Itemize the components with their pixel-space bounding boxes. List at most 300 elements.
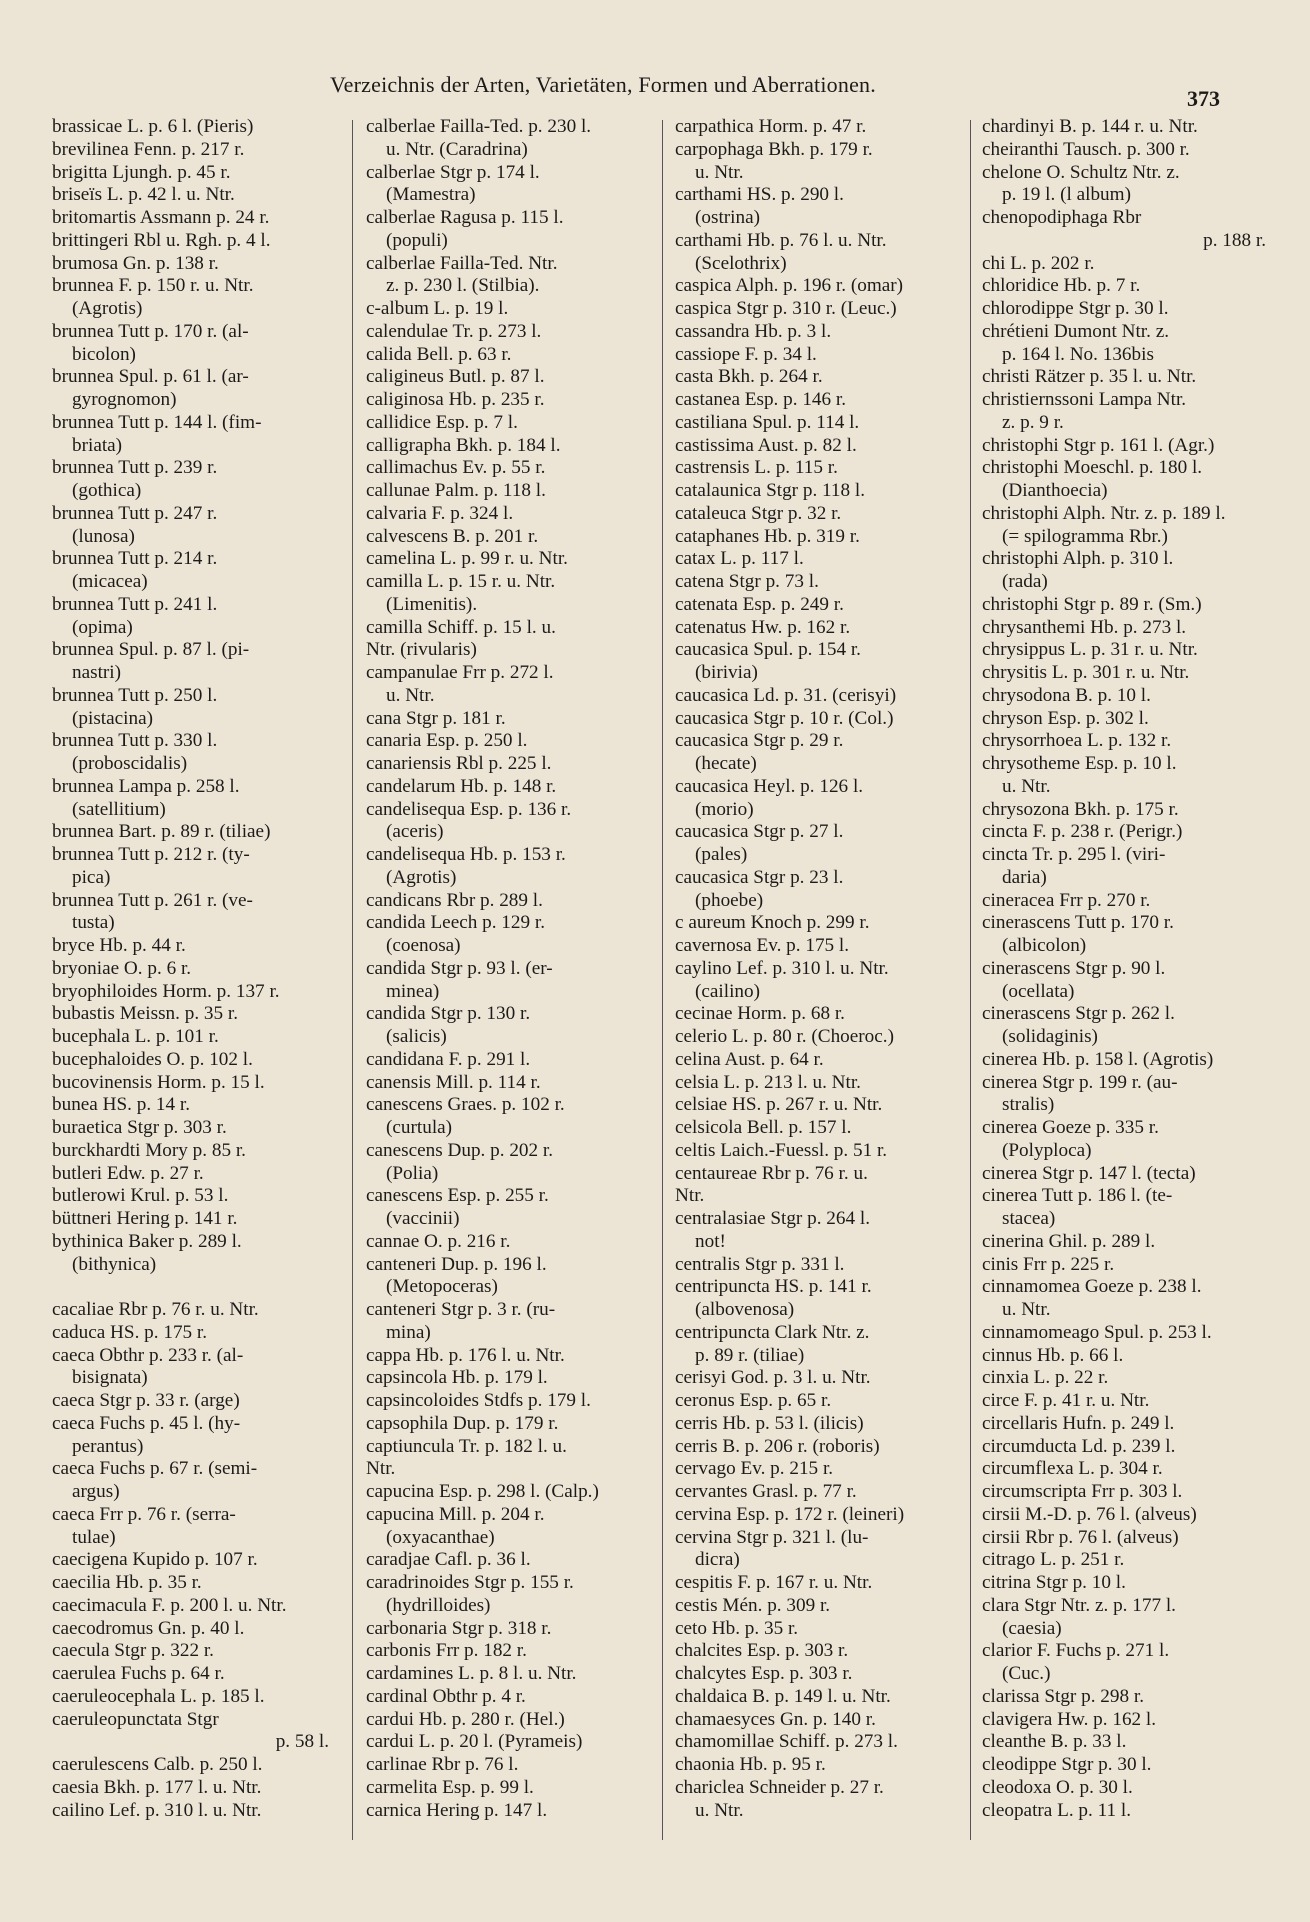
index-entry-line: cincta Tr. p. 295 l. (viri-	[982, 844, 1166, 865]
index-entry-line: (cailino)	[695, 980, 760, 1002]
index-entry-line: Ntr.	[675, 1185, 705, 1207]
index-entry-line: carbonis Frr p. 182 r.	[366, 1640, 527, 1662]
index-entry-line: (lunosa)	[72, 525, 135, 547]
page-number: 373	[1187, 86, 1220, 111]
index-entry-line: bucovinensis Horm. p. 15 l.	[52, 1071, 265, 1093]
index-entry-line: bryophiloides Horm. p. 137 r.	[52, 980, 280, 1002]
index-entry-line: cinerea Stgr p. 147 l. (tecta)	[982, 1162, 1196, 1184]
index-entry-line: caecigena Kupido p. 107 r.	[52, 1549, 258, 1571]
index-entry-line: christophi Alph. p. 310 l.	[982, 548, 1174, 570]
index-entry-line: caduca HS. p. 175 r.	[52, 1321, 208, 1343]
index-entry-line: brunnea Tutt p. 250 l.	[52, 684, 218, 706]
index-entry-line: chalcytes Esp. p. 303 r.	[675, 1663, 853, 1684]
index-entry-line: cacaliae Rbr p. 76 r. u. Ntr.	[52, 1299, 259, 1320]
index-entry-line: (solidaginis)	[1002, 1026, 1098, 1047]
index-entry-line: cervina Esp. p. 172 r. (leineri)	[675, 1503, 905, 1525]
index-entry-line: butleri Edw. p. 27 r.	[52, 1162, 204, 1184]
index-entry-line: brunnea Tutt p. 144 l. (fim-	[52, 411, 262, 433]
index-entry-line: stacea)	[1002, 1208, 1056, 1229]
index-entry-line: bryoniae O. p. 6 r.	[52, 957, 192, 979]
index-entry-line: canescens Graes. p. 102 r.	[366, 1094, 565, 1116]
index-entry-line: p. 188 r.	[1203, 229, 1266, 251]
index-entry-line: (morio)	[695, 798, 754, 820]
index-entry-line: campanulae Frr p. 272 l.	[366, 662, 554, 683]
index-entry-line: (pistacina)	[72, 707, 153, 729]
index-entry-line: caesia Bkh. p. 177 l. u. Ntr.	[52, 1776, 262, 1798]
index-entry-line: cailino Lef. p. 310 l. u. Ntr.	[52, 1799, 262, 1821]
index-entry-line: (curtula)	[386, 1117, 453, 1138]
index-entry-line: calendulae Tr. p. 273 l.	[366, 320, 542, 342]
index-entry-line: cavernosa Ev. p. 175 l.	[675, 935, 850, 956]
index-entry-line: cirsii Rbr p. 76 l. (alveus)	[982, 1526, 1179, 1548]
index-entry-line: christiernssoni Lampa Ntr.	[982, 389, 1187, 410]
index-entry-line: caucasica Heyl. p. 126 l.	[675, 775, 864, 797]
index-entry-line: camelina L. p. 99 r. u. Ntr.	[366, 548, 568, 570]
index-entry-line	[52, 1276, 335, 1299]
index-entry-line: ceto Hb. p. 35 r.	[675, 1617, 799, 1639]
index-entry-line: (= spilogramma Rbr.)	[1002, 525, 1168, 547]
index-entry-line: cardinal Obthr p. 4 r.	[366, 1685, 526, 1707]
index-entry-line: argus)	[72, 1481, 120, 1502]
index-entry-line: circellaris Hufn. p. 249 l.	[982, 1412, 1175, 1434]
index-entry-line: caucasica Ld. p. 31. (cerisyi)	[675, 684, 897, 706]
index-entry-line: bryce Hb. p. 44 r.	[52, 935, 186, 956]
index-entry-line: cinerascens Tutt p. 170 r.	[982, 912, 1174, 934]
index-entry-line: u. Ntr.	[1002, 1299, 1051, 1320]
index-entry-line: christophi Moeschl. p. 180 l.	[982, 457, 1203, 479]
index-entry-line: cinerea Stgr p. 199 r. (au-	[982, 1071, 1178, 1093]
index-entry-line: (Scelothrix)	[695, 252, 787, 274]
index-entry-line: christi Rätzer p. 35 l. u. Ntr.	[982, 366, 1197, 388]
index-entry-line: circumscripta Frr p. 303 l.	[982, 1481, 1183, 1502]
index-entry-line: brunnea F. p. 150 r. u. Ntr.	[52, 275, 254, 297]
index-entry-line: cinnamomea Goeze p. 238 l.	[982, 1276, 1202, 1298]
index-entry-line: celsia L. p. 213 l. u. Ntr.	[675, 1071, 861, 1093]
index-entry-line: canariensis Rbl p. 225 l.	[366, 753, 552, 774]
index-entry-line: cleanthe B. p. 33 l.	[982, 1731, 1127, 1753]
index-entry-line: minea)	[386, 980, 440, 1002]
index-entry-line: caliginosa Hb. p. 235 r.	[366, 389, 545, 410]
index-entry-line: chrétieni Dumont Ntr. z.	[982, 320, 1170, 342]
index-entry-line: candelarum Hb. p. 148 r.	[366, 775, 557, 797]
column-divider	[662, 120, 663, 1840]
index-entry-line: (Agrotis)	[72, 298, 143, 319]
index-entry-line: tulae)	[72, 1526, 116, 1548]
index-entry-line: cappa Hb. p. 176 l. u. Ntr.	[366, 1344, 565, 1366]
index-entry-line: Ntr. (rivularis)	[366, 639, 477, 661]
index-entry-line: centripuncta HS. p. 141 r.	[675, 1276, 872, 1298]
index-entry-line: (proboscidalis)	[72, 753, 188, 774]
index-entry-line: camilla Schiff. p. 15 l. u.	[366, 616, 556, 638]
index-entry-line: carnica Hering p. 147 l.	[366, 1799, 548, 1821]
index-entry-line: z. p. 230 l. (Stilbia).	[386, 275, 540, 297]
index-entry-line: (vaccinii)	[386, 1208, 460, 1229]
index-entry-line: caeca Fuchs p. 45 l. (hy-	[52, 1412, 241, 1434]
index-entry-line: z. p. 9 r.	[1002, 411, 1064, 433]
index-entry-line: chamomillae Schiff. p. 273 l.	[675, 1731, 898, 1753]
index-entry-line: chrysippus L. p. 31 r. u. Ntr.	[982, 639, 1198, 661]
index-entry-line: bucephala L. p. 101 r.	[52, 1026, 219, 1047]
column-divider	[352, 120, 353, 1840]
index-entry-line: calberlae Stgr p. 174 l.	[366, 161, 540, 183]
index-entry-line: calvescens B. p. 201 r.	[366, 525, 539, 547]
index-entry-line: castanea Esp. p. 146 r.	[675, 389, 847, 410]
index-entry-line: not!	[695, 1230, 726, 1252]
index-entry-line: mina)	[386, 1321, 431, 1343]
index-entry-line: bicolon)	[72, 343, 136, 365]
index-entry-line: celina Aust. p. 64 r.	[675, 1048, 824, 1070]
index-entry-line: cana Stgr p. 181 r.	[366, 707, 506, 729]
index-entry-line: caecimacula F. p. 200 l. u. Ntr.	[52, 1594, 287, 1616]
index-entry-line: (Mamestra)	[386, 184, 476, 206]
index-entry-line: cinerea Goeze p. 335 r.	[982, 1117, 1159, 1138]
index-entry-line: (satellitium)	[72, 798, 166, 820]
index-entry-line: cinxia L. p. 22 r.	[982, 1367, 1109, 1389]
index-entry-line: brittingeri Rbl u. Rgh. p. 4 l.	[52, 229, 271, 251]
index-entry-line: cardui L. p. 20 l. (Pyrameis)	[366, 1731, 583, 1753]
index-entry-line: candida Stgr p. 93 l. (er-	[366, 957, 553, 979]
index-entry-line: (rada)	[1002, 571, 1048, 592]
index-entry-line: circumflexa L. p. 304 r.	[982, 1458, 1163, 1480]
index-entry-line: caerulea Fuchs p. 64 r.	[52, 1663, 225, 1684]
index-entry-line: brunnea Spul. p. 87 l. (pi-	[52, 639, 250, 661]
index-entry-line: burckhardti Mory p. 85 r.	[52, 1139, 246, 1161]
index-entry-line: cardamines L. p. 8 l. u. Ntr.	[366, 1663, 577, 1684]
index-entry-line: caecilia Hb. p. 35 r.	[52, 1572, 202, 1593]
index-entry-line: capsincoloides Stdfs p. 179 l.	[366, 1390, 591, 1411]
index-entry-line: centralasiae Stgr p. 264 l.	[675, 1208, 871, 1229]
index-entry-line: cirsii M.-D. p. 76 l. (alveus)	[982, 1503, 1197, 1525]
index-entry-line: calligrapha Bkh. p. 184 l.	[366, 434, 561, 456]
index-entry-line: captiuncula Tr. p. 182 l. u.	[366, 1435, 567, 1457]
index-entry-line: circumducta Ld. p. 239 l.	[982, 1435, 1176, 1457]
index-entry-line: celerio L. p. 80 r. (Choeroc.)	[675, 1026, 894, 1047]
index-entry-line: caeca Obthr p. 233 r. (al-	[52, 1344, 244, 1366]
index-entry-line: (birivia)	[695, 662, 758, 683]
index-entry-line: catenatus Hw. p. 162 r.	[675, 616, 851, 638]
index-entry-line: cerisyi God. p. 3 l. u. Ntr.	[675, 1367, 871, 1389]
index-entry-line: p. 89 r. (tiliae)	[695, 1344, 805, 1366]
index-entry-line: butlerowi Krul. p. 53 l.	[52, 1185, 229, 1207]
index-entry-line: chi L. p. 202 r.	[982, 252, 1095, 274]
index-entry-line: caucasica Stgr p. 23 l.	[675, 866, 844, 888]
index-entry-line: cinnamomeago Spul. p. 253 l.	[982, 1321, 1212, 1343]
index-entry-line: christophi Stgr p. 161 l. (Agr.)	[982, 434, 1215, 456]
index-entry-line: cleodippe Stgr p. 30 l.	[982, 1754, 1152, 1775]
index-entry-line: capsophila Dup. p. 179 r.	[366, 1412, 559, 1434]
index-entry-line: carthami Hb. p. 76 l. u. Ntr.	[675, 229, 887, 251]
index-entry-line: cervago Ev. p. 215 r.	[675, 1458, 834, 1480]
index-entry-line: cinis Frr p. 225 r.	[982, 1253, 1115, 1275]
index-entry-line: (coenosa)	[386, 935, 461, 956]
index-entry-line: brunnea Tutt p. 214 r.	[52, 548, 218, 570]
index-entry-line: caspica Alph. p. 196 r. (omar)	[675, 275, 904, 297]
page-header	[330, 72, 1270, 111]
index-entry-line: cleodoxa O. p. 30 l.	[982, 1776, 1133, 1798]
index-entry-line: brunnea Tutt p. 247 r.	[52, 502, 218, 524]
index-entry-line: cincta F. p. 238 r. (Perigr.)	[982, 821, 1183, 843]
index-entry-line: caspica Stgr p. 310 r. (Leuc.)	[675, 298, 897, 319]
index-entry-line: chryson Esp. p. 302 l.	[982, 707, 1149, 729]
index-entry-line: chrysitis L. p. 301 r. u. Ntr.	[982, 662, 1190, 683]
index-entry-line: chaldaica B. p. 149 l. u. Ntr.	[675, 1685, 891, 1707]
index-column-3	[675, 116, 962, 1822]
index-entry-line: büttneri Hering p. 141 r.	[52, 1208, 238, 1229]
index-entry-line: ceronus Esp. p. 65 r.	[675, 1390, 832, 1411]
index-entry-line: camilla L. p. 15 r. u. Ntr.	[366, 571, 556, 592]
index-entry-line: briata)	[72, 434, 123, 456]
index-entry-line: caerulescens Calb. p. 250 l.	[52, 1754, 263, 1775]
index-entry-line: brevilinea Fenn. p. 217 r.	[52, 138, 245, 160]
index-entry-line: brunnea Tutt p. 170 r. (al-	[52, 320, 249, 342]
index-entry-line: u. Ntr.	[1002, 775, 1051, 797]
index-entry-line: carlinae Rbr p. 76 l.	[366, 1754, 519, 1775]
index-entry-line: candida Stgr p. 130 r.	[366, 1003, 531, 1025]
index-entry-line: carbonaria Stgr p. 318 r.	[366, 1617, 552, 1639]
index-entry-line: canteneri Dup. p. 196 l.	[366, 1253, 547, 1275]
index-entry-line: (albicolon)	[1002, 935, 1087, 956]
index-entry-line: (micacea)	[72, 571, 148, 592]
index-entry-line: catena Stgr p. 73 l.	[675, 571, 819, 592]
running-title: Verzeichnis der Arten, Varietäten, Formen und Aberrationen.	[330, 72, 876, 97]
index-entry-line: gyrognomon)	[72, 389, 177, 410]
index-entry-line: cespitis F. p. 167 r. u. Ntr.	[675, 1572, 873, 1593]
index-entry-line: caeca Stgr p. 33 r. (arge)	[52, 1390, 240, 1411]
column-divider	[970, 120, 971, 1840]
index-entry-line: casta Bkh. p. 264 r.	[675, 366, 823, 388]
index-entry-line: brumosa Gn. p. 138 r.	[52, 252, 219, 274]
index-entry-line: daria)	[1002, 866, 1047, 888]
index-entry-line: calida Bell. p. 63 r.	[366, 343, 512, 365]
index-entry-line: (Metopoceras)	[386, 1276, 498, 1298]
index-entry-line: candelisequa Esp. p. 136 r.	[366, 798, 572, 820]
index-entry-line: (gothica)	[72, 480, 142, 501]
index-entry-line: (hecate)	[695, 753, 757, 774]
index-entry-line: cinerascens Stgr p. 90 l.	[982, 957, 1166, 979]
index-entry-line: bucephaloides O. p. 102 l.	[52, 1048, 253, 1070]
index-entry-line: clarissa Stgr p. 298 r.	[982, 1685, 1145, 1707]
index-entry-line: (phoebe)	[695, 889, 764, 911]
index-entry-line: stralis)	[1002, 1094, 1055, 1116]
index-entry-line: Ntr.	[366, 1458, 396, 1480]
index-entry-line: bythinica Baker p. 289 l.	[52, 1230, 242, 1252]
index-entry-line: calberlae Ragusa p. 115 l.	[366, 207, 564, 228]
index-entry-line: tusta)	[72, 912, 115, 934]
index-entry-line: cataleuca Stgr p. 32 r.	[675, 502, 842, 524]
index-entry-line: celsiae HS. p. 267 r. u. Ntr.	[675, 1094, 883, 1116]
index-entry-line: canensis Mill. p. 114 r.	[366, 1071, 541, 1093]
index-entry-line: caeruleocephala L. p. 185 l.	[52, 1685, 265, 1707]
index-entry-line: canteneri Stgr p. 3 r. (ru-	[366, 1299, 556, 1320]
index-entry-line: dicra)	[695, 1549, 740, 1571]
index-entry-line: c-album L. p. 19 l.	[366, 298, 509, 319]
index-entry-line: (ocellata)	[1002, 980, 1075, 1002]
index-entry-line: brunnea Tutt p. 212 r. (ty-	[52, 844, 250, 865]
index-entry-line: chardinyi B. p. 144 r. u. Ntr.	[982, 116, 1198, 137]
index-entry-line: caradrinoides Stgr p. 155 r.	[366, 1572, 574, 1593]
index-entry-line: buraetica Stgr p. 303 r.	[52, 1117, 227, 1138]
index-entry-line: u. Ntr. (Caradrina)	[386, 138, 528, 160]
index-entry-line: briseïs L. p. 42 l. u. Ntr.	[52, 184, 235, 206]
index-entry-line: cassiope F. p. 34 l.	[675, 343, 817, 365]
index-entry-line: brunnea Tutt p. 330 l.	[52, 730, 218, 752]
index-entry-line: cinnus Hb. p. 66 l.	[982, 1344, 1124, 1366]
index-entry-line: clara Stgr Ntr. z. p. 177 l.	[982, 1594, 1176, 1616]
index-entry-line: (populi)	[386, 229, 448, 251]
index-entry-line: (Polia)	[386, 1162, 439, 1184]
index-entry-line: christophi Alph. Ntr. z. p. 189 l.	[982, 502, 1226, 524]
index-entry-line: bubastis Meissn. p. 35 r.	[52, 1003, 239, 1025]
index-entry-line: cardui Hb. p. 280 r. (Hel.)	[366, 1708, 565, 1730]
index-entry-line: candicans Rbr p. 289 l.	[366, 889, 543, 911]
index-entry-line: brassicae L. p. 6 l. (Pieris)	[52, 116, 254, 137]
index-entry-line: carthami HS. p. 290 l.	[675, 184, 844, 206]
index-entry-line: chaonia Hb. p. 95 r.	[675, 1754, 826, 1775]
index-entry-line: u. Ntr.	[695, 161, 744, 183]
index-entry-line: bisignata)	[72, 1367, 148, 1389]
index-entry-line: u. Ntr.	[695, 1799, 744, 1821]
index-entry-line: candida Leech p. 129 r.	[366, 912, 546, 934]
index-entry-line: cinerea Tutt p. 186 l. (te-	[982, 1185, 1173, 1207]
index-entry-line: caucasica Stgr p. 29 r.	[675, 730, 844, 752]
index-entry-line: (opima)	[72, 616, 133, 638]
index-entry-line: (albovenosa)	[695, 1299, 795, 1320]
index-entry-line: cassandra Hb. p. 3 l.	[675, 320, 832, 342]
index-entry-line: catalaunica Stgr p. 118 l.	[675, 480, 866, 501]
index-column-1	[52, 116, 335, 1822]
index-entry-line: candidana F. p. 291 l.	[366, 1048, 531, 1070]
index-column-4	[982, 116, 1272, 1822]
index-entry-line: brunnea Tutt p. 241 l.	[52, 593, 218, 615]
index-entry-line: p. 58 l.	[275, 1731, 329, 1753]
index-entry-line: c aureum Knoch p. 299 r.	[675, 912, 870, 934]
index-entry-line: caeca Frr p. 76 r. (serra-	[52, 1503, 236, 1525]
index-entry-line: caligineus Butl. p. 87 l.	[366, 366, 545, 388]
index-entry-line: clavigera Hw. p. 162 l.	[982, 1708, 1157, 1730]
index-entry-line: calberlae Failla-Ted. Ntr.	[366, 252, 558, 274]
index-entry-line: cinerea Hb. p. 158 l. (Agrotis)	[982, 1048, 1214, 1070]
index-entry-line: caecodromus Gn. p. 40 l.	[52, 1617, 245, 1639]
index-entry-line: (Cuc.)	[1002, 1663, 1051, 1684]
index-entry-line: chalcites Esp. p. 303 r.	[675, 1640, 849, 1662]
index-entry-line: candelisequa Hb. p. 153 r.	[366, 844, 566, 865]
index-entry-line: cestis Mén. p. 309 r.	[675, 1594, 831, 1616]
index-entry-line: callunae Palm. p. 118 l.	[366, 480, 546, 501]
index-entry-line: callidice Esp. p. 7 l.	[366, 411, 518, 433]
index-entry-line: (Agrotis)	[386, 866, 457, 888]
index-entry-line: cinerina Ghil. p. 289 l.	[982, 1230, 1156, 1252]
index-entry-line: celtis Laich.-Fuessl. p. 51 r.	[675, 1139, 888, 1161]
index-entry-line: carpophaga Bkh. p. 179 r.	[675, 138, 873, 160]
index-entry-line: cecinae Horm. p. 68 r.	[675, 1003, 845, 1025]
index-entry-line: castiliana Spul. p. 114 l.	[675, 411, 860, 433]
index-entry-line: celsicola Bell. p. 157 l.	[675, 1117, 852, 1138]
index-column-2	[366, 116, 654, 1822]
index-entry-line: caucasica Stgr p. 27 l.	[675, 821, 844, 843]
index-entry-line: chrysodona B. p. 10 l.	[982, 684, 1151, 706]
index-entry-line: (aceris)	[386, 821, 444, 843]
index-entry-line: caradjae Cafl. p. 36 l.	[366, 1549, 531, 1571]
index-entry-line: canescens Dup. p. 202 r.	[366, 1139, 554, 1161]
index-entry-line: chloridice Hb. p. 7 r.	[982, 275, 1141, 297]
index-entry-line: cervina Stgr p. 321 l. (lu-	[675, 1526, 869, 1548]
index-entry-line: centripuncta Clark Ntr. z.	[675, 1321, 870, 1343]
index-entry-line: castissima Aust. p. 82 l.	[675, 434, 857, 456]
index-entry-line: caeca Fuchs p. 67 r. (semi-	[52, 1458, 258, 1480]
index-entry-line: caecula Stgr p. 322 r.	[52, 1640, 214, 1662]
index-entry-line: cheiranthi Tausch. p. 300 r.	[982, 138, 1190, 160]
index-entry-line: catenata Esp. p. 249 r.	[675, 593, 844, 615]
index-entry-line: chlorodippe Stgr p. 30 l.	[982, 298, 1169, 319]
index-entry-line: cannae O. p. 216 r.	[366, 1230, 511, 1252]
index-entry-line: carpathica Horm. p. 47 r.	[675, 116, 867, 137]
index-entry-line: caucasica Stgr p. 10 r. (Col.)	[675, 707, 894, 729]
index-entry-line: capucina Mill. p. 204 r.	[366, 1503, 545, 1525]
index-entry-line: caeruleopunctata Stgr	[52, 1708, 219, 1730]
index-entry-line: (pales)	[695, 844, 748, 865]
index-entry-line: nastri)	[72, 662, 122, 683]
index-entry-line: cervantes Grasl. p. 77 r.	[675, 1481, 857, 1502]
index-entry-line: chariclea Schneider p. 27 r.	[675, 1776, 884, 1798]
index-entry-line: capsincola Hb. p. 179 l.	[366, 1367, 548, 1389]
index-entry-line: (Dianthoecia)	[1002, 480, 1108, 501]
index-entry-line: pica)	[72, 866, 111, 888]
index-entry-line: caucasica Spul. p. 154 r.	[675, 639, 861, 661]
index-entry-line: cerris Hb. p. 53 l. (ilicis)	[675, 1412, 864, 1434]
index-entry-line: centralis Stgr p. 331 l.	[675, 1253, 845, 1275]
index-entry-line: brigitta Ljungh. p. 45 r.	[52, 161, 231, 183]
index-entry-line: cerris B. p. 206 r. (roboris)	[675, 1435, 880, 1457]
index-entry-line: p. 164 l. No. 136bis	[1002, 343, 1154, 365]
index-entry-line: chelone O. Schultz Ntr. z.	[982, 161, 1180, 183]
index-entry-line: chrysorrhoea L. p. 132 r.	[982, 730, 1172, 752]
index-entry-line: (caesia)	[1002, 1617, 1062, 1639]
index-entry-line: cinerascens Stgr p. 262 l.	[982, 1003, 1175, 1025]
index-entry-line: citrago L. p. 251 r.	[982, 1549, 1125, 1571]
index-entry-line: brunnea Tutt p. 239 r.	[52, 457, 218, 479]
index-entry-line: chamaesyces Gn. p. 140 r.	[675, 1708, 876, 1730]
index-entry-line: cataphanes Hb. p. 319 r.	[675, 525, 860, 547]
index-entry-line: brunnea Lampa p. 258 l.	[52, 775, 240, 797]
index-entry-line: p. 19 l. (l album)	[1002, 184, 1131, 206]
index-entry-line: calberlae Failla-Ted. p. 230 l.	[366, 116, 592, 137]
index-entry-line: (oxyacanthae)	[386, 1526, 495, 1548]
index-entry-line: caylino Lef. p. 310 l. u. Ntr.	[675, 957, 889, 979]
index-entry-line: (Polyploca)	[1002, 1139, 1092, 1161]
index-entry-line: brunnea Spul. p. 61 l. (ar-	[52, 366, 249, 388]
index-entry-line: christophi Stgr p. 89 r. (Sm.)	[982, 593, 1202, 615]
index-entry-line: castrensis L. p. 115 r.	[675, 457, 838, 479]
index-entry-line: chrysozona Bkh. p. 175 r.	[982, 798, 1179, 820]
index-entry-line: brunnea Tutt p. 261 r. (ve-	[52, 889, 253, 911]
index-entry-line: canescens Esp. p. 255 r.	[366, 1185, 549, 1207]
index-entry-line: chrysotheme Esp. p. 10 l.	[982, 753, 1177, 774]
index-entry-line: u. Ntr.	[386, 684, 435, 706]
index-entry-line: citrina Stgr p. 10 l.	[982, 1572, 1126, 1593]
index-entry-line: circe F. p. 41 r. u. Ntr.	[982, 1390, 1150, 1411]
index-entry-line: callimachus Ev. p. 55 r.	[366, 457, 546, 479]
index-entry-line: calvaria F. p. 324 l.	[366, 502, 514, 524]
index-entry-line: centaureae Rbr p. 76 r. u.	[675, 1162, 868, 1184]
index-entry-line: (ostrina)	[695, 207, 761, 228]
index-entry-line: catax L. p. 117 l.	[675, 548, 804, 570]
index-entry-line: (Limenitis).	[386, 593, 478, 615]
index-entry-line: clarior F. Fuchs p. 271 l.	[982, 1640, 1170, 1662]
index-entry-line: chenopodiphaga Rbr	[982, 207, 1142, 228]
index-entry-line: chrysanthemi Hb. p. 273 l.	[982, 616, 1187, 638]
index-entry-line: canaria Esp. p. 250 l.	[366, 730, 528, 752]
index-entry-line: (hydrilloides)	[386, 1594, 491, 1616]
